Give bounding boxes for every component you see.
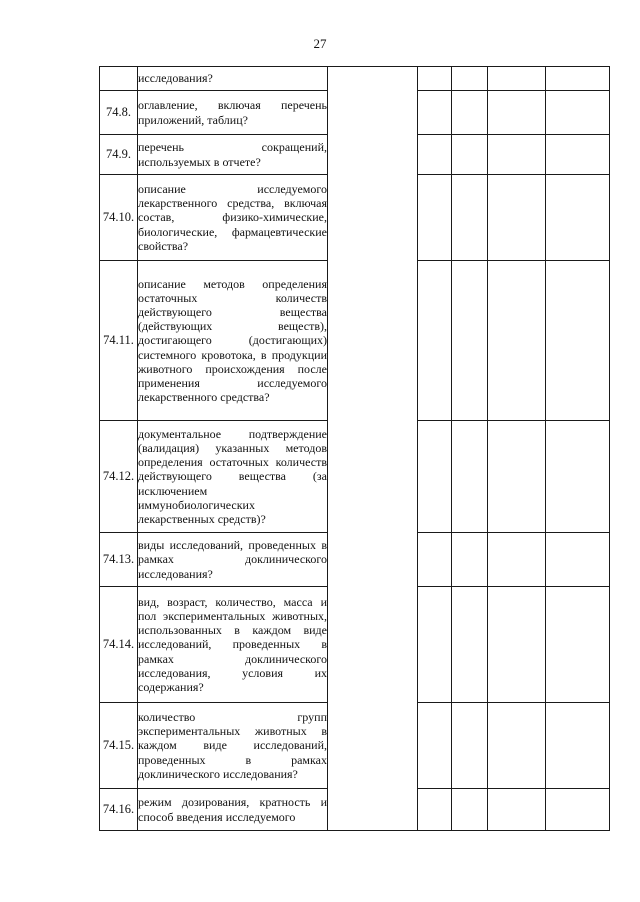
no-cell xyxy=(452,421,488,533)
note-cell xyxy=(546,421,610,533)
na-cell xyxy=(488,175,546,261)
yes-cell xyxy=(418,421,452,533)
no-cell xyxy=(452,261,488,421)
note-cell xyxy=(546,789,610,831)
table-row xyxy=(100,91,610,135)
na-cell xyxy=(488,67,546,91)
question-text: виды исследований, проведенных в рамках доклинического исследования? xyxy=(138,533,328,587)
yes-cell xyxy=(418,703,452,789)
item-number: 74.11. xyxy=(100,261,138,421)
table-row xyxy=(100,135,610,175)
na-cell xyxy=(488,135,546,175)
item-number: 74.12. xyxy=(100,421,138,533)
note-cell xyxy=(546,91,610,135)
na-cell xyxy=(488,91,546,135)
table-row xyxy=(100,67,610,91)
item-number: 74.15. xyxy=(100,703,138,789)
no-cell xyxy=(452,135,488,175)
note-cell xyxy=(546,703,610,789)
page-number: 27 xyxy=(313,36,327,51)
question-text: исследования? xyxy=(138,67,328,91)
response-cell xyxy=(328,703,418,789)
item-number: 74.16. xyxy=(100,789,138,831)
question-text: оглавление, включая перечень приложений, таблиц? xyxy=(138,91,328,135)
na-cell xyxy=(488,261,546,421)
yes-cell xyxy=(418,175,452,261)
na-cell xyxy=(488,587,546,703)
note-cell xyxy=(546,175,610,261)
response-cell xyxy=(328,533,418,587)
table-row xyxy=(100,175,610,261)
response-cell xyxy=(328,135,418,175)
question-text: вид, возраст, количество, масса и пол экспериментальных животных, использованных в каждом виде исследований, проведенных в рамках доклинического исследования, условия их содержания? xyxy=(138,587,328,703)
no-cell xyxy=(452,533,488,587)
response-cell xyxy=(328,789,418,831)
note-cell xyxy=(546,587,610,703)
table-row xyxy=(100,587,610,703)
table-row xyxy=(100,261,610,421)
item-number: 74.9. xyxy=(100,135,138,175)
note-cell xyxy=(546,261,610,421)
question-text: количество групп экспериментальных животных в каждом виде исследований, проведенных в рамках доклинического исследования? xyxy=(138,703,328,789)
yes-cell xyxy=(418,789,452,831)
question-text: описание исследуемого лекарственного средства, включая состав, физико-химические, биологические, фармацевтические свойства? xyxy=(138,175,328,261)
note-cell xyxy=(546,67,610,91)
table-row xyxy=(100,789,610,831)
response-cell xyxy=(328,175,418,261)
table-row xyxy=(100,703,610,789)
na-cell xyxy=(488,703,546,789)
no-cell xyxy=(452,67,488,91)
response-cell xyxy=(328,91,418,135)
item-number: 74.8. xyxy=(100,91,138,135)
yes-cell xyxy=(418,135,452,175)
table-row xyxy=(100,421,610,533)
question-text: документальное подтверждение (валидация) указанных методов определения остаточных количеств действующего вещества (за исключением иммунобиологических лекарственных средств)? xyxy=(138,421,328,533)
no-cell xyxy=(452,91,488,135)
question-text: описание методов определения остаточных количеств действующего вещества (действующих веществ), достигающего (достигающих) системного кровотока, в продукции животного происхождения после применения исследуемого лекарственного средства? xyxy=(138,261,328,421)
response-cell xyxy=(328,587,418,703)
item-number: 74.10. xyxy=(100,175,138,261)
item-number xyxy=(100,67,138,91)
yes-cell xyxy=(418,91,452,135)
question-text: перечень сокращений, используемых в отчете? xyxy=(138,135,328,175)
na-cell xyxy=(488,789,546,831)
na-cell xyxy=(488,421,546,533)
yes-cell xyxy=(418,261,452,421)
item-number: 74.14. xyxy=(100,587,138,703)
response-cell xyxy=(328,261,418,421)
note-cell xyxy=(546,533,610,587)
no-cell xyxy=(452,587,488,703)
item-number: 74.13. xyxy=(100,533,138,587)
no-cell xyxy=(452,789,488,831)
na-cell xyxy=(488,533,546,587)
note-cell xyxy=(546,135,610,175)
response-cell xyxy=(328,67,418,91)
checklist-table xyxy=(99,66,610,831)
yes-cell xyxy=(418,533,452,587)
yes-cell xyxy=(418,67,452,91)
no-cell xyxy=(452,703,488,789)
yes-cell xyxy=(418,587,452,703)
table-row xyxy=(100,533,610,587)
response-cell xyxy=(328,421,418,533)
no-cell xyxy=(452,175,488,261)
question-text: режим дозирования, кратность и способ введения исследуемого xyxy=(138,789,328,831)
